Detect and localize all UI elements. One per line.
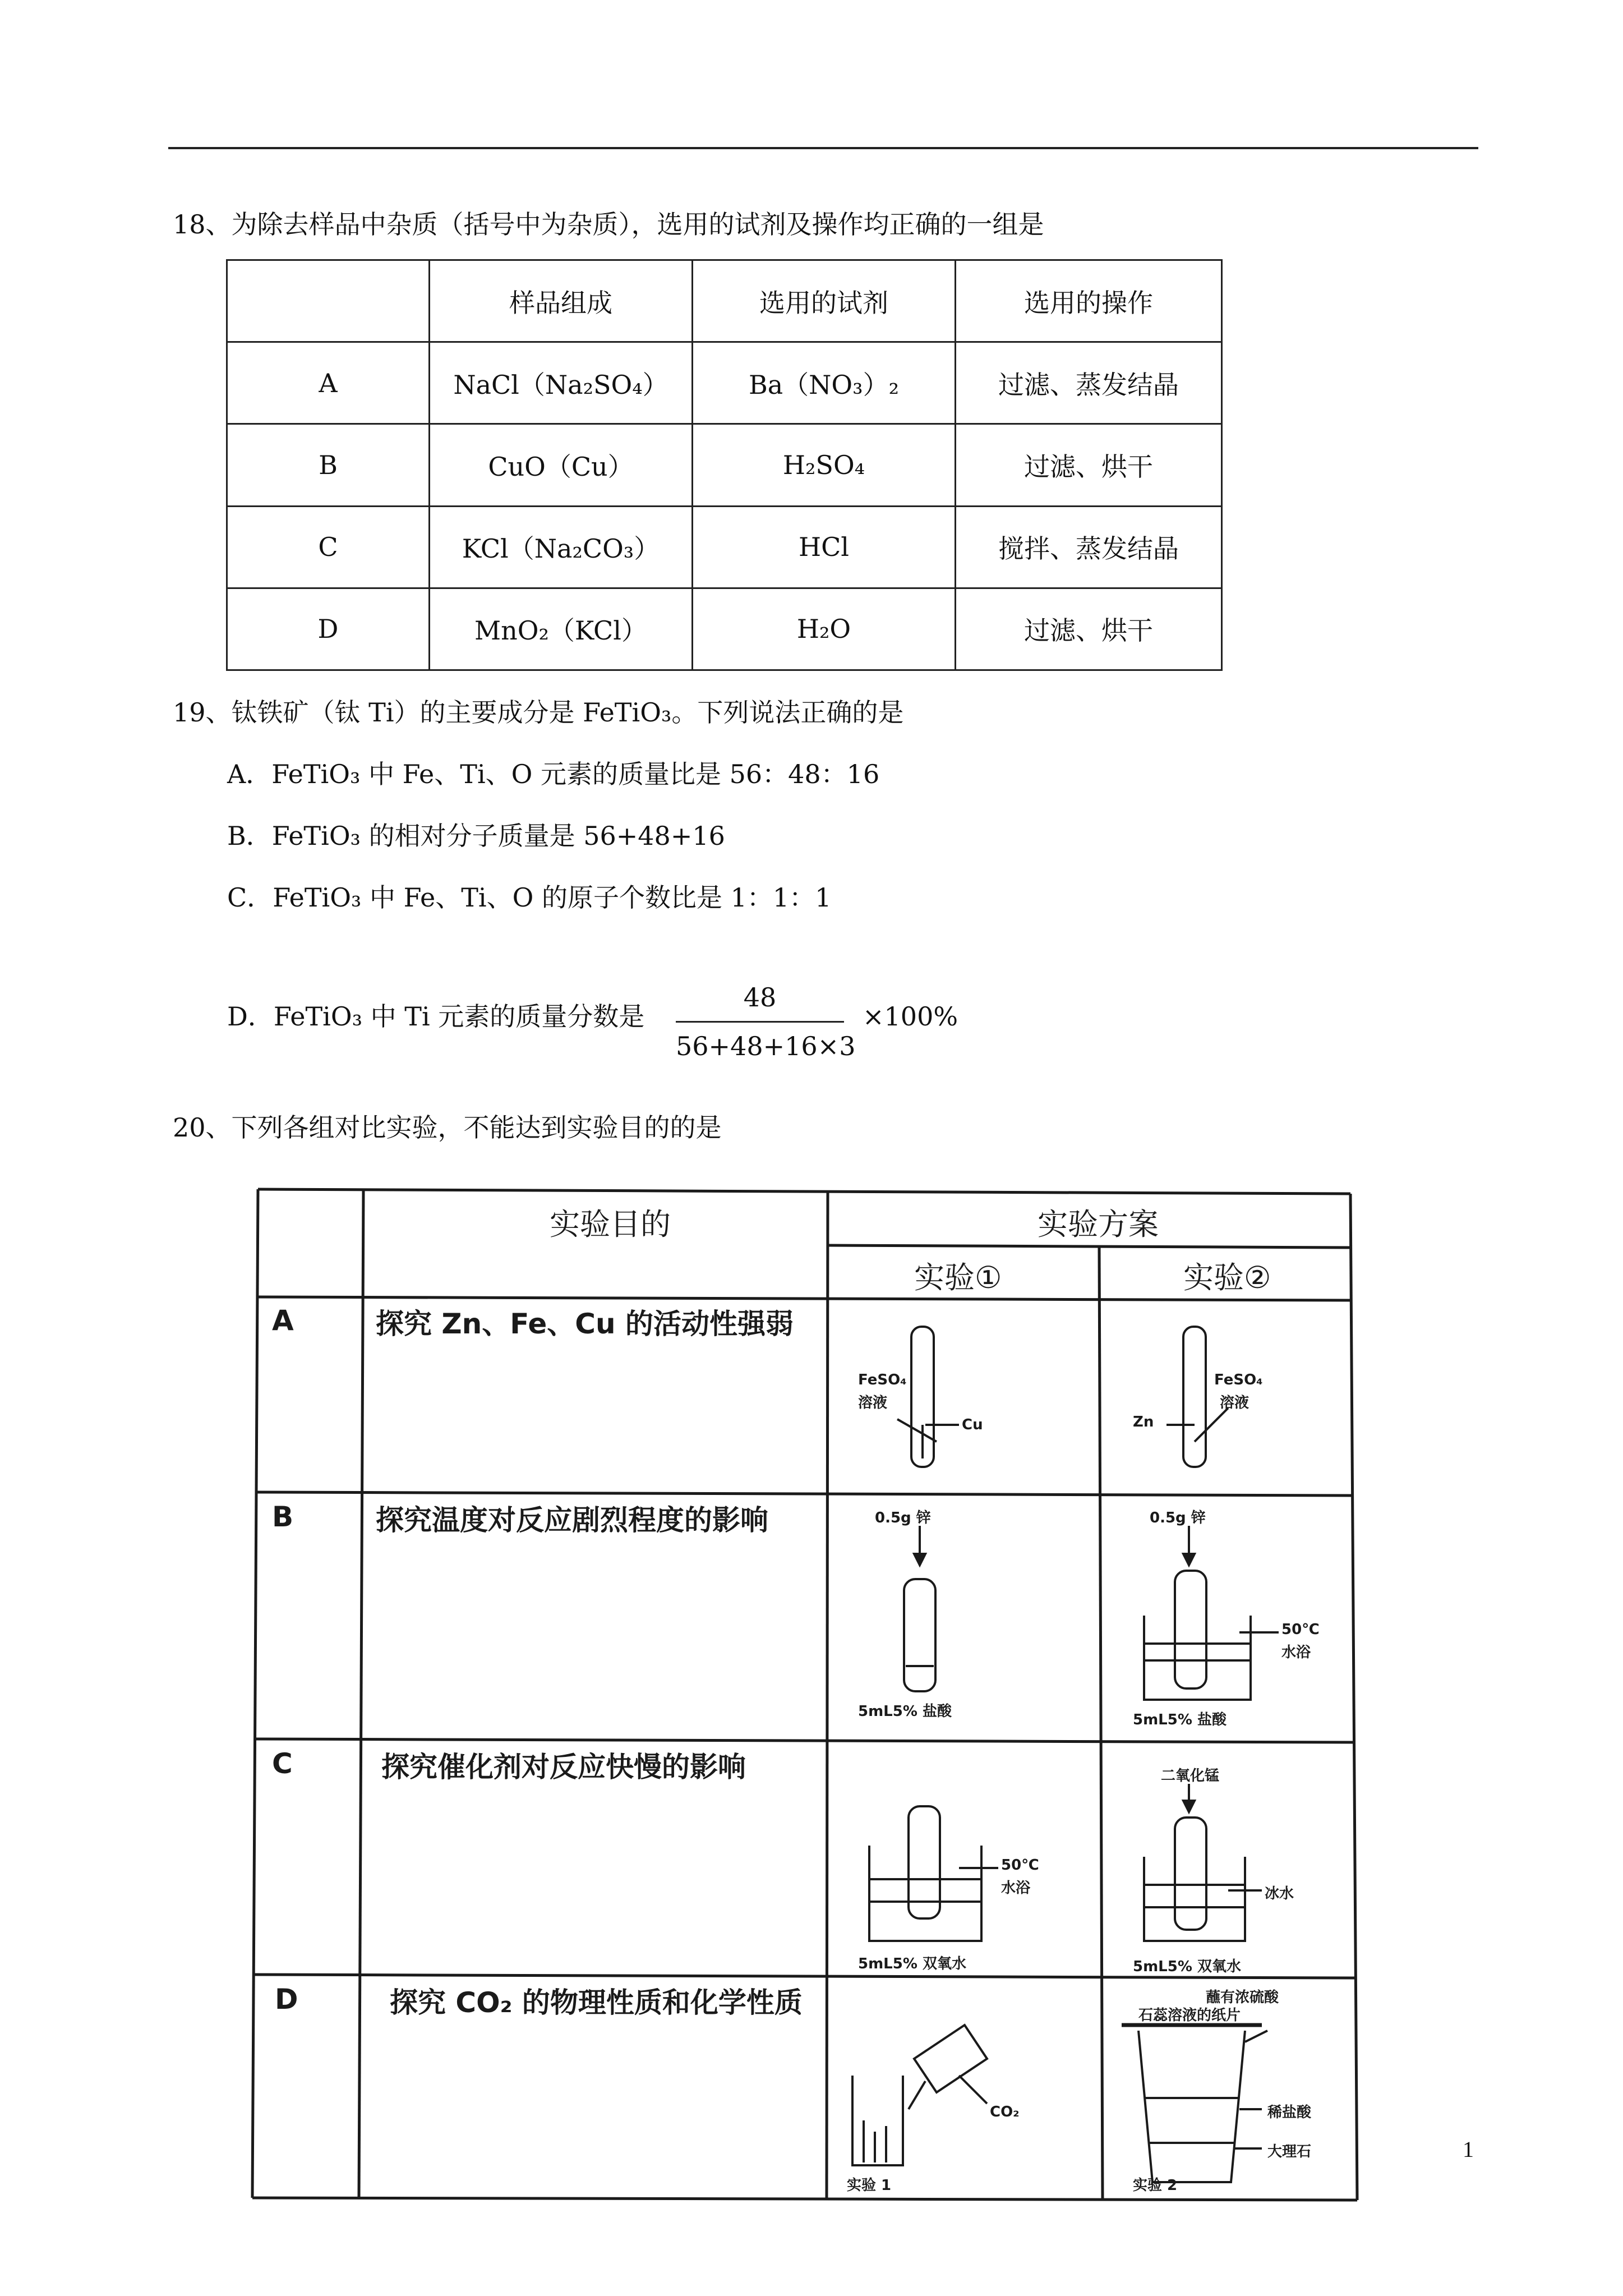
- d2-top-label-1: 蘸有浓硫酸: [1206, 1989, 1279, 2006]
- fraction-bar: [676, 1021, 844, 1023]
- table-row: [227, 342, 1222, 424]
- row-reagent: HCl: [693, 506, 956, 588]
- b2-bottom-label: 5mL5% 盐酸: [1133, 1711, 1227, 1728]
- row-b-figures: [904, 1526, 1279, 1700]
- q19-option-d-suffix: ×100%: [863, 1001, 958, 1032]
- row-reagent: Ba（NO₃）₂: [693, 342, 956, 424]
- row-c-letter: C: [272, 1747, 293, 1780]
- q19-stem: 19、钛铁矿（钛 Ti）的主要成分是 FeTiO₃。下列说法正确的是: [173, 697, 904, 728]
- table-row: [227, 506, 1222, 588]
- row-label: D: [227, 588, 430, 670]
- q20-scanned-table: [241, 1178, 1361, 2205]
- row-c-purpose: 探究催化剂对反应快慢的影响: [381, 1751, 746, 1783]
- header-purpose: 实验目的: [550, 1207, 671, 1242]
- d2-mid-label: 稀盐酸: [1267, 2104, 1312, 2121]
- c1-bottom-label: 5mL5% 双氧水: [858, 1955, 966, 1972]
- row-a-purpose: 探究 Zn、Fe、Cu 的活动性强弱: [376, 1308, 794, 1340]
- row-d-figures: [852, 2025, 1267, 2182]
- page-number: 1: [1463, 2137, 1474, 2162]
- q19-option-a: A．FeTiO₃ 中 Fe、Ti、O 元素的质量比是 56：48：16: [227, 759, 880, 789]
- a1-solution-label-2: 溶液: [858, 1395, 888, 1411]
- header-exp1: 实验①: [914, 1260, 1002, 1295]
- row-operation: 过滤、烘干: [956, 588, 1222, 670]
- q20-stem: 20、下列各组对比实验，不能达到实验目的的是: [173, 1112, 722, 1143]
- a1-solution-label: FeSO₄: [858, 1372, 907, 1388]
- q18-stem: 18、为除去样品中杂质（括号中为杂质），选用的试剂及操作均正确的一组是: [173, 209, 1044, 240]
- row-operation: 搅拌、蒸发结晶: [956, 506, 1222, 588]
- a2-solution-label-2: 溶液: [1220, 1395, 1249, 1411]
- d2-low-label: 大理石: [1267, 2143, 1312, 2160]
- d2-top-label-2: 石蕊溶液的纸片: [1138, 2007, 1241, 2024]
- c2-top-label: 二氧化锰: [1161, 1768, 1220, 1784]
- b1-top-label: 0.5g 锌: [875, 1510, 931, 1526]
- header-exp2: 实验②: [1183, 1260, 1271, 1295]
- row-b-letter: B: [272, 1501, 294, 1533]
- row-b-purpose: 探究温度对反应剧烈程度的影响: [376, 1504, 768, 1536]
- c2-bottom-label: 5mL5% 双氧水: [1133, 1958, 1241, 1975]
- row-operation: 过滤、蒸发结晶: [956, 342, 1222, 424]
- row-sample: CuO（Cu）: [430, 424, 693, 506]
- q19-option-d: D．FeTiO₃ 中 Ti 元素的质量分数是: [227, 1001, 645, 1032]
- c1-bath-label-2: 水浴: [1001, 1880, 1031, 1897]
- a1-metal-label: Cu: [962, 1416, 983, 1433]
- row-d-purpose: 探究 CO₂ 的物理性质和化学性质: [390, 1986, 803, 2019]
- b2-bath-label: 50℃: [1281, 1621, 1320, 1638]
- row-c-figures: [869, 1784, 1262, 1941]
- d2-bottom-label: 实验 2: [1133, 2177, 1178, 2194]
- q19-fraction: [676, 981, 856, 1063]
- c1-bath-label: 50℃: [1001, 1857, 1039, 1874]
- fraction-numerator: 48: [743, 982, 777, 1013]
- row-d-letter: D: [275, 1983, 298, 2016]
- header-operation: 选用的操作: [956, 260, 1222, 342]
- b2-top-label: 0.5g 锌: [1150, 1510, 1206, 1526]
- row-label: C: [227, 506, 430, 588]
- row-label: B: [227, 424, 430, 506]
- row-sample: KCl（Na₂CO₃）: [430, 506, 693, 588]
- q19-option-c: C．FeTiO₃ 中 Fe、Ti、O 的原子个数比是 1：1：1: [227, 882, 832, 913]
- b1-bottom-label: 5mL5% 盐酸: [858, 1703, 952, 1720]
- row-a-figures: [897, 1327, 1228, 1467]
- fraction-denominator: 56+48+16×3: [676, 1031, 856, 1061]
- q19-option-b: B．FeTiO₃ 的相对分子质量是 56+48+16: [227, 821, 725, 851]
- header-sample: 样品组成: [430, 260, 693, 342]
- row-label: A: [227, 342, 430, 424]
- a2-metal-label: Zn: [1133, 1414, 1154, 1430]
- a2-solution-label: FeSO₄: [1214, 1372, 1263, 1388]
- row-reagent: H₂SO₄: [693, 424, 956, 506]
- d1-gas-label: CO₂: [990, 2104, 1020, 2120]
- header-plan: 实验方案: [1038, 1207, 1159, 1242]
- row-sample: NaCl（Na₂SO₄）: [430, 342, 693, 424]
- c2-bath-label: 冰水: [1265, 1885, 1294, 1902]
- header-blank: [227, 260, 430, 342]
- row-operation: 过滤、烘干: [956, 424, 1222, 506]
- header-reagent: 选用的试剂: [693, 260, 956, 342]
- d1-bottom-label: 实验 1: [847, 2177, 892, 2194]
- table-row: [227, 588, 1222, 670]
- row-sample: MnO₂（KCl）: [430, 588, 693, 670]
- table-row: [227, 424, 1222, 506]
- q18-table: [226, 259, 1223, 671]
- table-header-row: [227, 260, 1222, 342]
- header-rule: [168, 147, 1478, 149]
- b2-bath-label-2: 水浴: [1281, 1644, 1311, 1661]
- row-reagent: H₂O: [693, 588, 956, 670]
- row-a-letter: A: [272, 1304, 294, 1337]
